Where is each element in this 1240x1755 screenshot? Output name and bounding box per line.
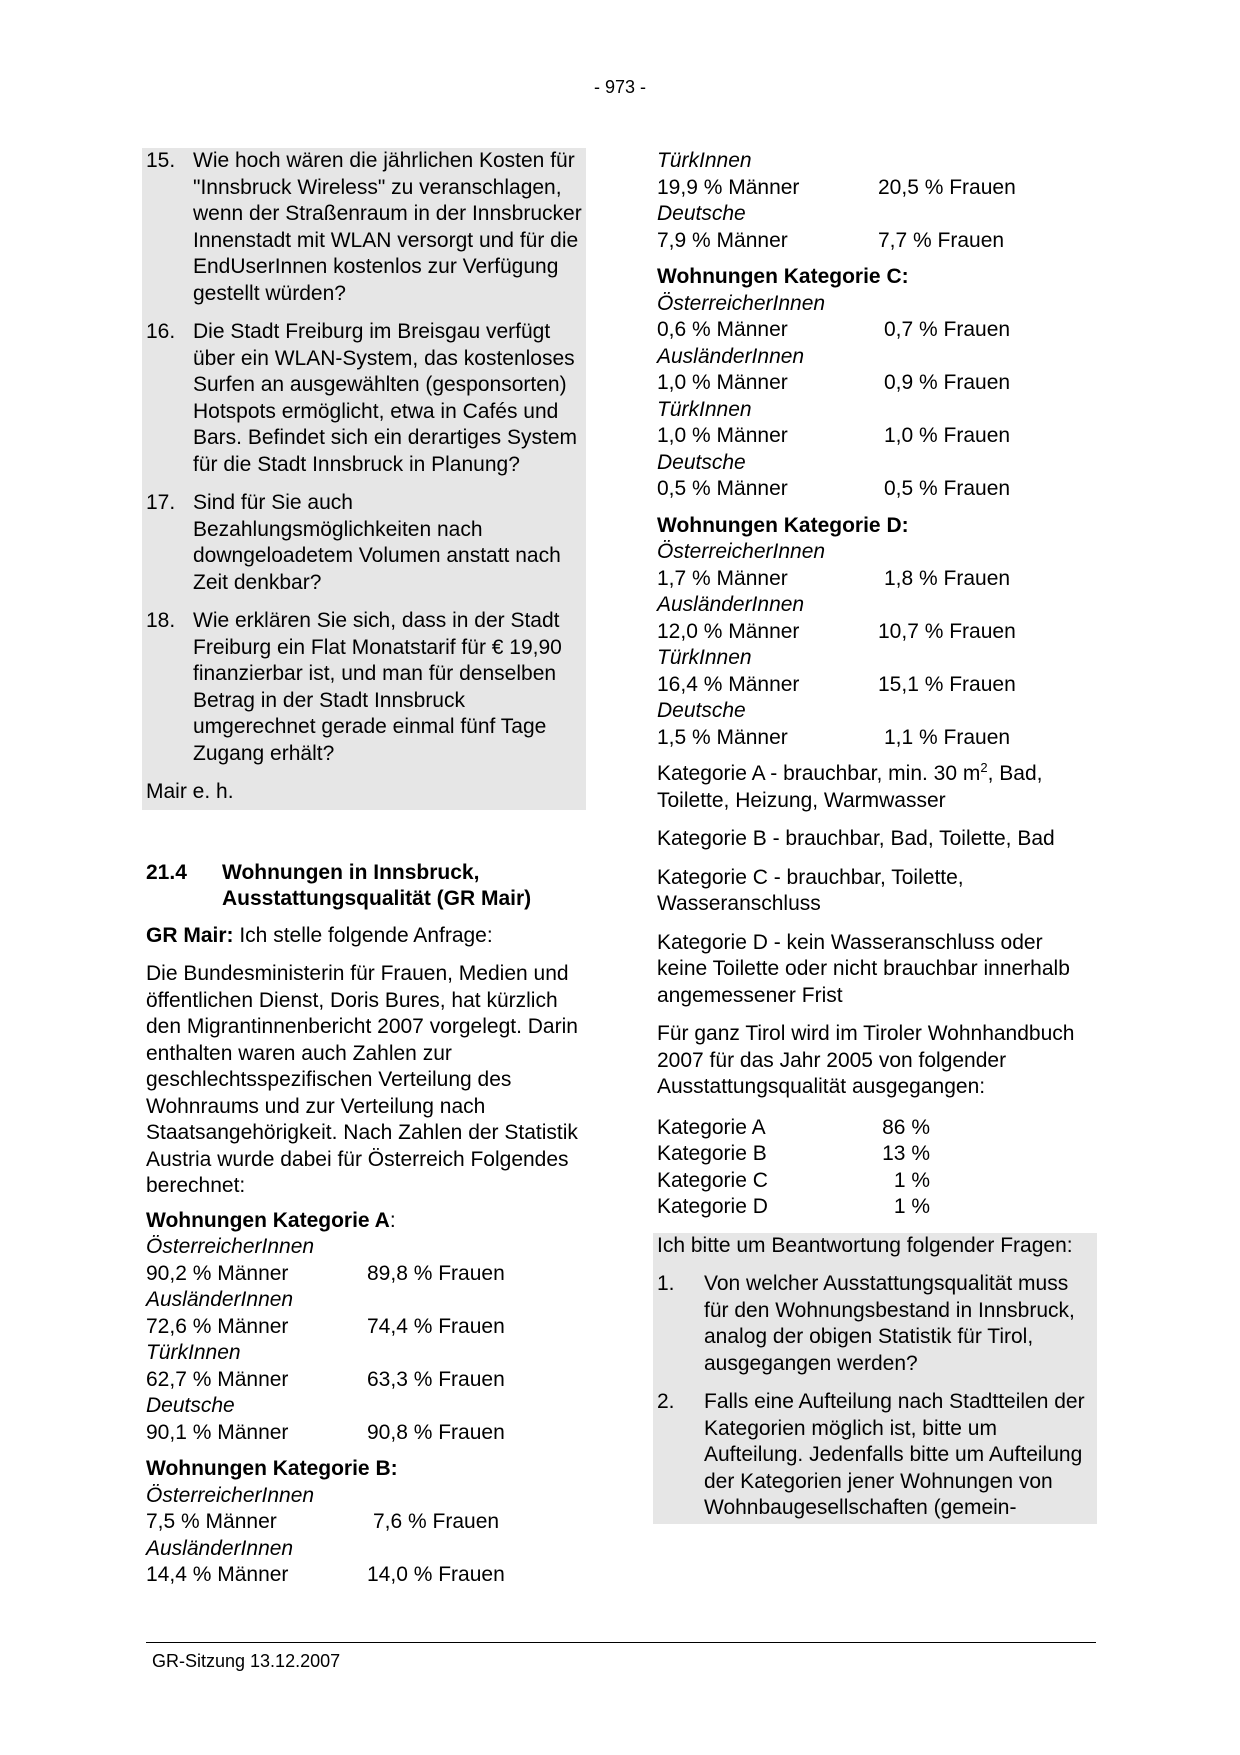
group-name: AusländerInnen	[657, 593, 805, 616]
question-number: 18.	[146, 609, 176, 632]
stat-row	[146, 1261, 586, 1288]
definition-c: Kategorie C - brauchbar, Toilette, Wasseranschluss	[657, 865, 964, 915]
question-text: Sind für Sie auch Bezahlungsmöglichkeiten nach downgeloadetem Volumen anstatt nach Zeit denkbar?	[193, 491, 561, 594]
category-d-block	[657, 513, 1097, 752]
group-name: TürkInnen	[657, 646, 752, 669]
category-d-title: Wohnungen Kategorie D:	[657, 513, 909, 537]
men-value: 12,0 % Männer	[657, 619, 800, 643]
table-value: 86 %	[882, 1115, 930, 1139]
category-a-title-line	[146, 1208, 586, 1235]
women-value: 7,7 % Frauen	[878, 228, 1005, 252]
stat-row	[146, 1314, 586, 1341]
category-a-block	[146, 1208, 586, 1447]
men-value: 62,7 % Männer	[146, 1367, 289, 1391]
stat-row	[657, 317, 1097, 344]
question-item	[146, 148, 582, 307]
definition-b: Kategorie B - brauchbar, Bad, Toilette, Bad	[657, 827, 1055, 850]
question-text: Die Stadt Freiburg im Breisgau verfügt über ein WLAN-System, das kostenloses Surfen an ausgewählten (gesponsorten) Hotspots ermöglicht, etwa in Cafés und Bars. Befindet sich ein derartiges System für die Stadt Innsbruck in Planung?	[193, 320, 578, 476]
intro-line	[146, 923, 586, 950]
section-number: 21.4	[146, 860, 187, 884]
question-text: Wie hoch wären die jährlichen Kosten für "Innsbruck Wireless" zu veranschlagen, wenn der Straßenraum in der Innsbrucker Innenstadt mit WLAN versorgt und für die EndUserInnen kostenlos zur Verfügung gestellt würden?	[193, 149, 582, 305]
stat-row	[146, 1420, 586, 1447]
group-name: ÖsterreicherInnen	[146, 1483, 315, 1507]
request-item	[657, 1389, 1093, 1522]
men-value: 7,5 % Männer	[146, 1510, 277, 1533]
definition-a	[657, 761, 1097, 814]
group-name: ÖsterreicherInnen	[657, 291, 826, 315]
signature: Mair e. h.	[146, 780, 234, 803]
stat-row	[657, 175, 1097, 202]
question-number: 16.	[146, 320, 176, 343]
group-name: TürkInnen	[657, 397, 752, 421]
women-value: 1,1 % Frauen	[884, 725, 1011, 749]
table-label: Kategorie D	[657, 1195, 768, 1218]
men-value: 7,9 % Männer	[657, 228, 788, 252]
stat-row	[146, 1509, 586, 1536]
table-row	[657, 1194, 1097, 1221]
footer-divider	[146, 1642, 1096, 1643]
stat-row	[657, 566, 1097, 593]
stat-row	[146, 1562, 586, 1589]
women-value: 0,9 % Frauen	[884, 371, 1011, 394]
category-b-title: Wohnungen Kategorie B:	[146, 1457, 398, 1480]
category-a-title: Wohnungen Kategorie A	[146, 1208, 390, 1232]
request-number: 1.	[657, 1272, 675, 1295]
table-value: 1 %	[893, 1195, 930, 1218]
women-value: 90,8 % Frauen	[367, 1420, 505, 1444]
women-value: 1,0 % Frauen	[884, 424, 1011, 447]
group-name: Deutsche	[657, 450, 746, 474]
men-value: 1,5 % Männer	[657, 725, 788, 749]
category-b-continued	[657, 148, 1097, 254]
women-value: 7,6 % Frauen	[373, 1510, 500, 1533]
men-value: 1,0 % Männer	[657, 371, 788, 394]
group-name: AusländerInnen	[146, 1288, 294, 1311]
stat-row	[657, 725, 1097, 752]
group-name: ÖsterreicherInnen	[146, 1235, 315, 1258]
group-name: Deutsche	[146, 1394, 235, 1417]
request-number: 2.	[657, 1390, 675, 1413]
women-value: 20,5 % Frauen	[878, 175, 1016, 199]
stat-row	[657, 423, 1097, 450]
questions-box	[142, 148, 586, 810]
category-b-block	[146, 1456, 586, 1589]
group-name: Deutsche	[657, 202, 746, 225]
question-number: 15.	[146, 149, 176, 172]
group-name: TürkInnen	[657, 149, 752, 172]
intro-text: Ich stelle folgende Anfrage:	[233, 923, 493, 947]
women-value: 74,4 % Frauen	[367, 1314, 505, 1338]
question-text: Wie erklären Sie sich, dass in der Stadt Freiburg ein Flat Monatstarif für € 19,90 finanzierbar ist, und man für denselben Betrag in der Stadt Innsbruck umgerechnet gerade einmal fünf Tage Zugang erhält?	[193, 609, 562, 765]
table-value: 1 %	[893, 1168, 930, 1192]
request-text: Von welcher Ausstattungsqualität muss für den Wohnungsbestand in Innsbruck, analog der obigen Statistik für Tirol, ausgegangen werden?	[704, 1272, 1075, 1375]
table-row	[657, 1168, 1097, 1195]
group-name: AusländerInnen	[146, 1536, 294, 1560]
women-value: 89,8 % Frauen	[367, 1261, 505, 1285]
left-column	[146, 148, 586, 1599]
request-intro: Ich bitte um Beantwortung folgender Fragen:	[657, 1233, 1073, 1257]
women-value: 10,7 % Frauen	[878, 619, 1016, 643]
men-value: 1,7 % Männer	[657, 566, 788, 590]
men-value: 90,1 % Männer	[146, 1420, 289, 1444]
category-c-block	[657, 264, 1097, 503]
category-a-title-suffix: :	[389, 1208, 396, 1232]
men-value: 1,0 % Männer	[657, 424, 788, 447]
definition-a-sup: 2	[980, 760, 988, 775]
group-name: Deutsche	[657, 699, 746, 722]
speaker-name: GR Mair:	[146, 923, 234, 947]
stat-row	[146, 1367, 586, 1394]
women-value: 14,0 % Frauen	[367, 1563, 505, 1586]
women-value: 0,7 % Frauen	[884, 318, 1011, 341]
stat-row	[657, 619, 1097, 646]
category-c-title: Wohnungen Kategorie C:	[657, 265, 909, 288]
page-number: - 973 -	[593, 77, 647, 97]
women-value: 1,8 % Frauen	[884, 566, 1011, 590]
stat-row	[657, 228, 1097, 255]
table-row	[657, 1115, 1097, 1142]
definition-d: Kategorie D - kein Wasseranschluss oder keine Toilette oder nicht brauchbar innerhalb angemessener Frist	[657, 930, 1070, 1007]
stat-row	[657, 370, 1097, 397]
definition-a-post: , Bad, Toilette, Heizung, Warmwasser	[657, 762, 1043, 812]
request-item	[657, 1271, 1093, 1377]
question-item	[146, 319, 582, 478]
women-value: 15,1 % Frauen	[878, 672, 1016, 696]
women-value: 0,5 % Frauen	[884, 477, 1011, 500]
request-box	[653, 1233, 1097, 1524]
question-item	[146, 608, 582, 767]
request-text: Falls eine Aufteilung nach Stadtteilen der Kategorien möglich ist, bitte um Aufteilung. Jedenfalls bitte um Aufteilung der Kategorien jener Wohnungen von Wohnbaugesellschaften (gemein-	[704, 1390, 1085, 1519]
men-value: 0,5 % Männer	[657, 477, 788, 500]
table-label: Kategorie C	[657, 1168, 768, 1192]
table-label: Kategorie B	[657, 1142, 767, 1165]
question-item	[146, 490, 582, 596]
table-row	[657, 1141, 1097, 1168]
stat-row	[657, 476, 1097, 503]
women-value: 63,3 % Frauen	[367, 1367, 505, 1391]
tirol-table	[657, 1115, 1097, 1221]
table-value: 13 %	[882, 1142, 930, 1165]
footer-text: GR-Sitzung 13.12.2007	[152, 1651, 341, 1671]
section-title: Wohnungen in Innsbruck, Ausstattungsqualität (GR Mair)	[222, 860, 532, 910]
definition-a-pre: Kategorie A - brauchbar, min. 30 m	[657, 762, 981, 785]
tirol-paragraph: Für ganz Tirol wird im Tiroler Wohnhandbuch 2007 für das Jahr 2005 von folgender Ausstattungsqualität ausgegangen:	[657, 1022, 1075, 1098]
question-number: 17.	[146, 491, 176, 514]
group-name: TürkInnen	[146, 1341, 241, 1364]
body-paragraph: Die Bundesministerin für Frauen, Medien und öffentlichen Dienst, Doris Bures, hat kürzlich den Migrantinnenbericht 2007 vorgelegt. Darin enthalten waren auch Zahlen zur geschlechtsspezifischen Verteilung des Wohnraums und zur Verteilung nach Staatsangehörigkeit. Nach Zahlen der Statistik Austria wurde dabei für Österreich Folgendes berechnet:	[146, 962, 578, 1197]
men-value: 16,4 % Männer	[657, 672, 800, 696]
men-value: 14,4 % Männer	[146, 1563, 289, 1586]
men-value: 0,6 % Männer	[657, 318, 788, 341]
group-name: ÖsterreicherInnen	[657, 540, 826, 563]
men-value: 72,6 % Männer	[146, 1314, 289, 1338]
right-column	[657, 148, 1097, 1524]
section-heading	[146, 860, 586, 913]
stat-row	[657, 672, 1097, 699]
table-label: Kategorie A	[657, 1115, 766, 1139]
group-name: AusländerInnen	[657, 344, 805, 368]
men-value: 90,2 % Männer	[146, 1261, 289, 1285]
men-value: 19,9 % Männer	[657, 175, 800, 199]
